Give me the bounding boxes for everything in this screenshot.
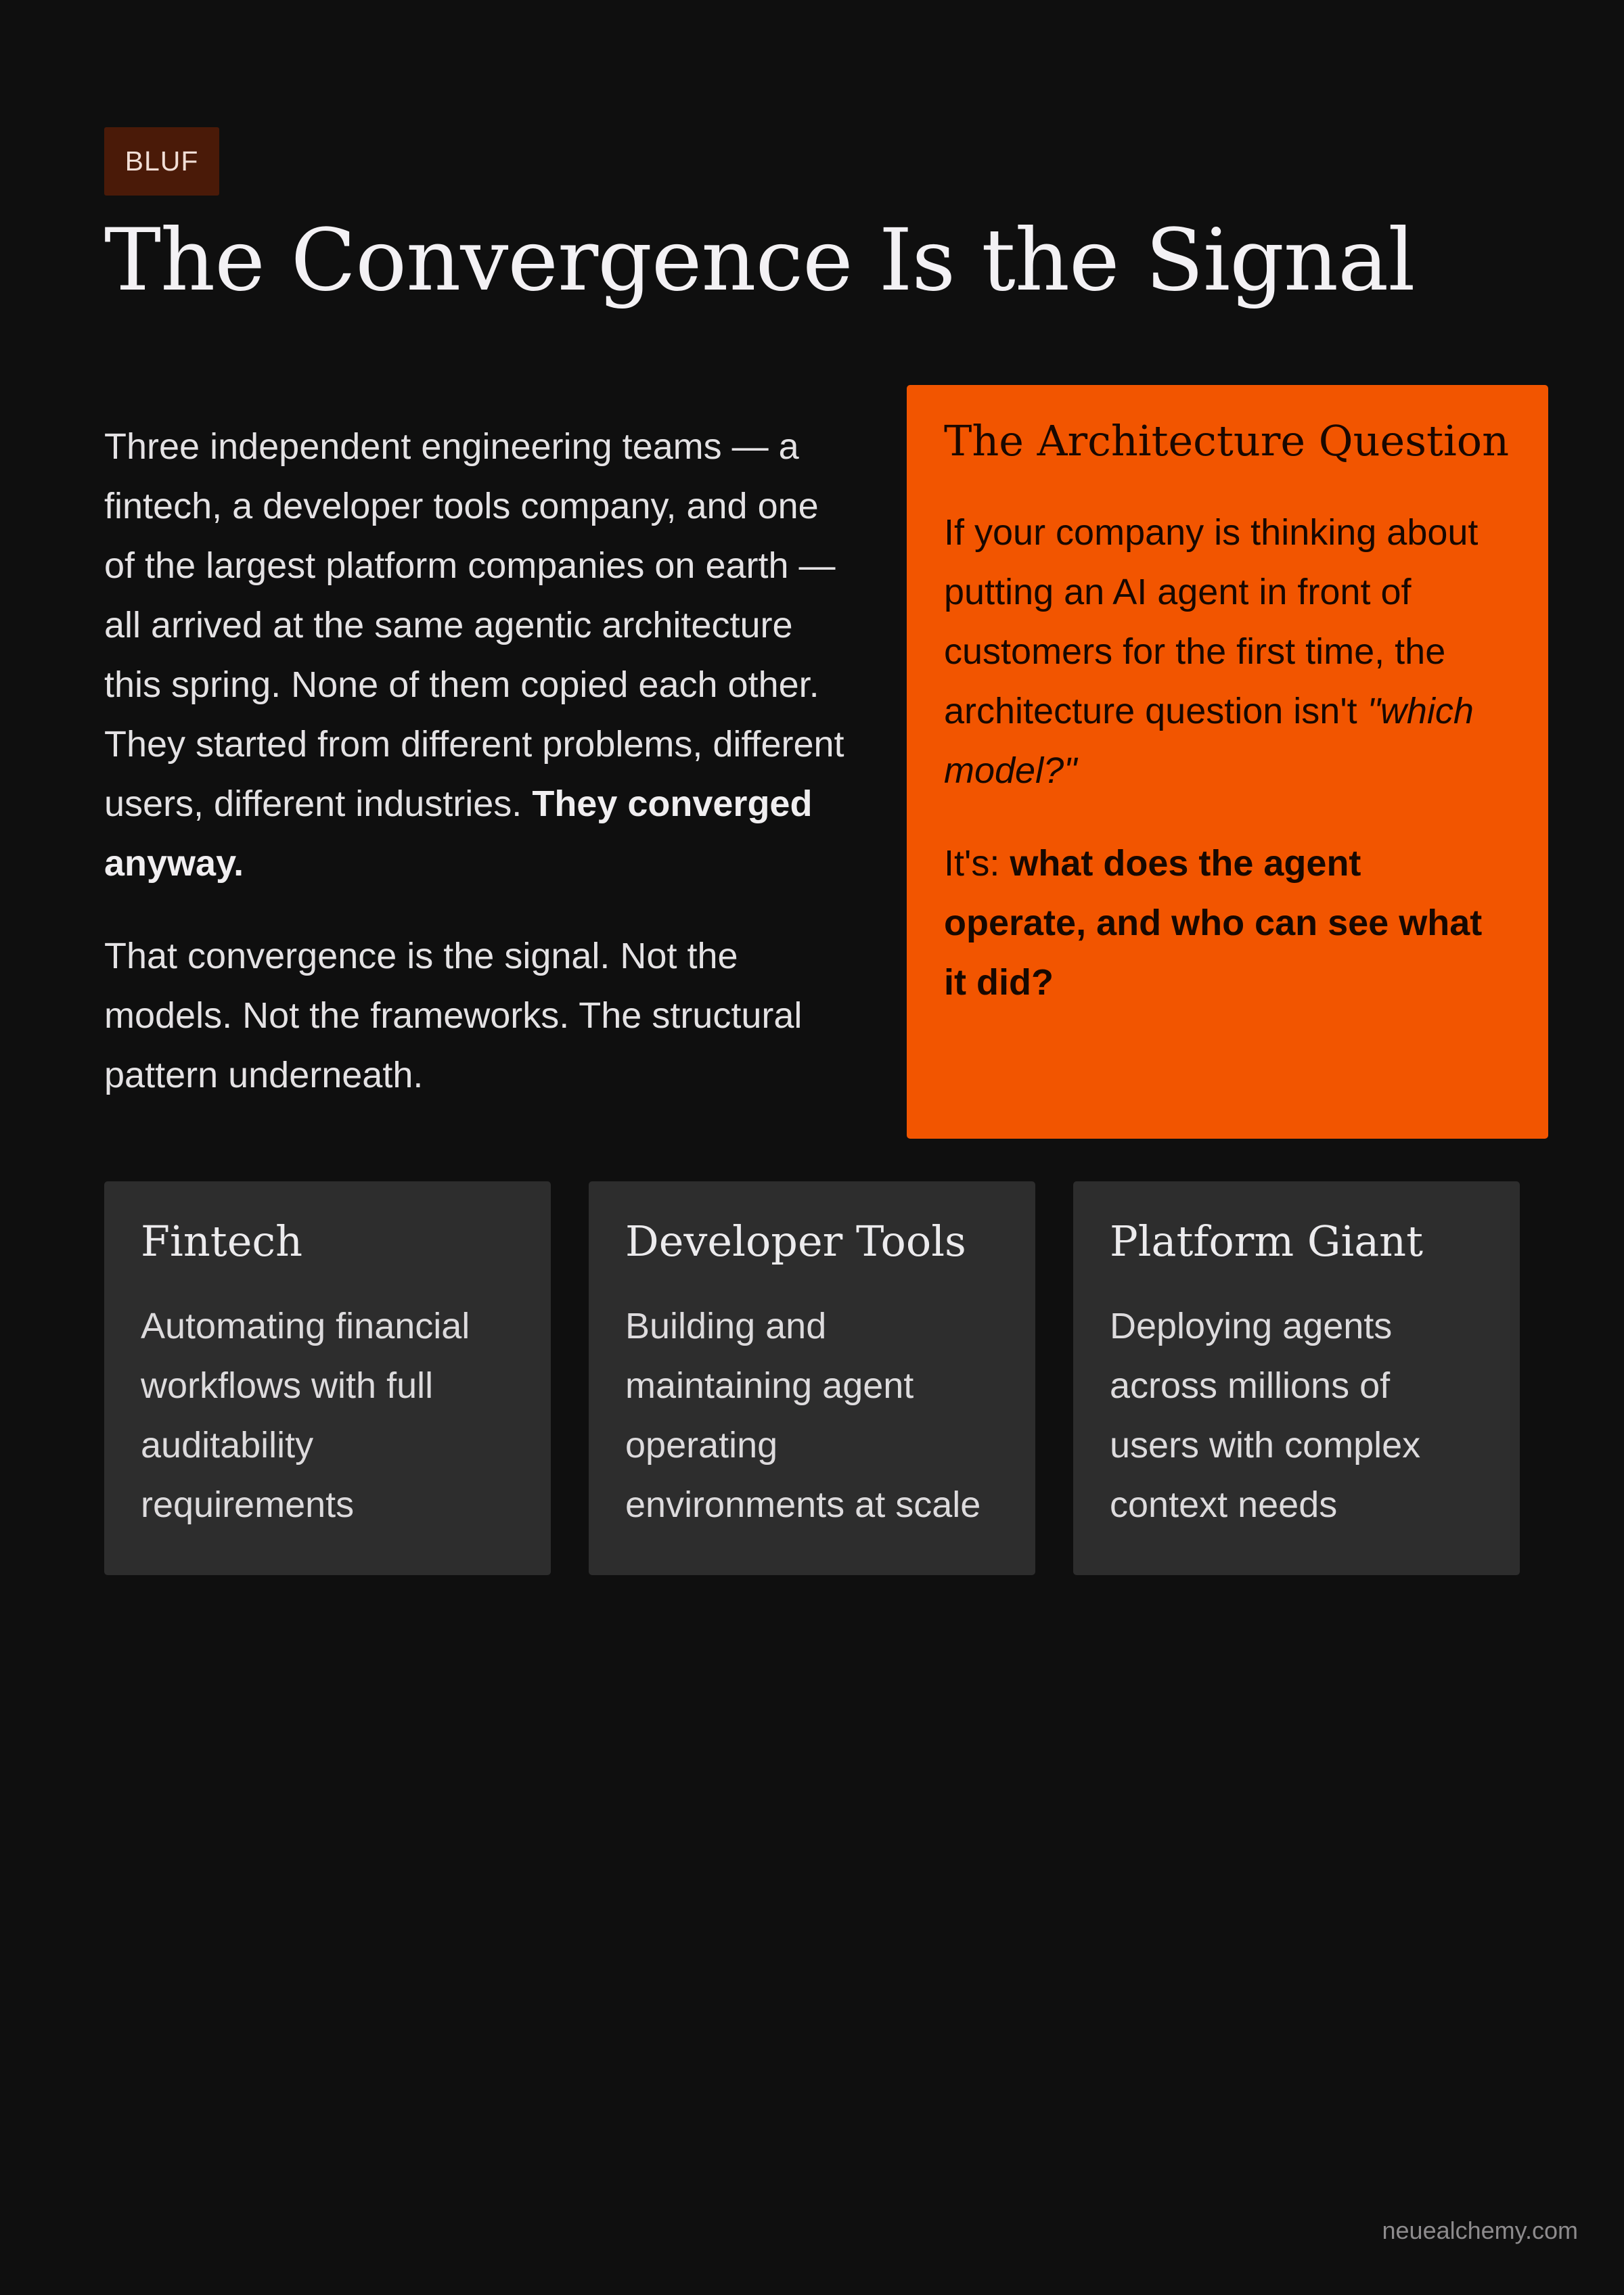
card-title: Developer Tools bbox=[625, 1217, 966, 1266]
intro-paragraph-2: That convergence is the signal. Not the models. Not the frameworks. The structural pattern underneath. bbox=[104, 936, 803, 1095]
intro-paragraph-1-text: Three independent engineering teams — a fintech, a developer tools company, and one of the largest platform companies on earth — all arrived at the same agentic architecture this spring. None of them copied each other. They started from different problems, different users, different industries. bbox=[104, 426, 844, 824]
callout-question-quote: "which model?" bbox=[944, 691, 1474, 791]
intro-paragraph-1-emphasis: They converged anyway. bbox=[104, 783, 813, 884]
card-title: Fintech bbox=[141, 1217, 303, 1266]
bluf-badge: BLUF bbox=[104, 127, 219, 196]
card-platform-giant bbox=[1073, 1181, 1520, 1575]
card-title: Platform Giant bbox=[1110, 1217, 1424, 1266]
callout-paragraph-1-text: If your company is thinking about putting an AI agent in front of customers for the first time, the architecture question isn't bbox=[944, 512, 1479, 731]
callout-title: The Architecture Question bbox=[944, 416, 1510, 465]
page-title: The Convergence Is the Signal bbox=[104, 210, 1415, 310]
footer-domain: neuealchemy.com bbox=[1382, 2217, 1578, 2244]
card-body: Automating financial workflows with full auditability requirements bbox=[141, 1306, 470, 1525]
card-fintech bbox=[104, 1181, 551, 1575]
callout-paragraph-2-prefix: It's: bbox=[944, 843, 1000, 884]
intro-text bbox=[104, 417, 846, 1138]
architecture-question-callout bbox=[907, 385, 1548, 1139]
card-body: Deploying agents across millions of users with complex context needs bbox=[1110, 1306, 1421, 1525]
card-developer-tools bbox=[589, 1181, 1035, 1575]
callout-paragraph-1 bbox=[944, 503, 1511, 800]
intro-paragraph-1 bbox=[104, 417, 846, 893]
card-body: Building and maintaining agent operating environments at scale bbox=[625, 1306, 981, 1525]
callout-paragraph-2 bbox=[944, 834, 1511, 1012]
callout-key-question: what does the agent operate, and who can see what it did? bbox=[944, 843, 1483, 1003]
